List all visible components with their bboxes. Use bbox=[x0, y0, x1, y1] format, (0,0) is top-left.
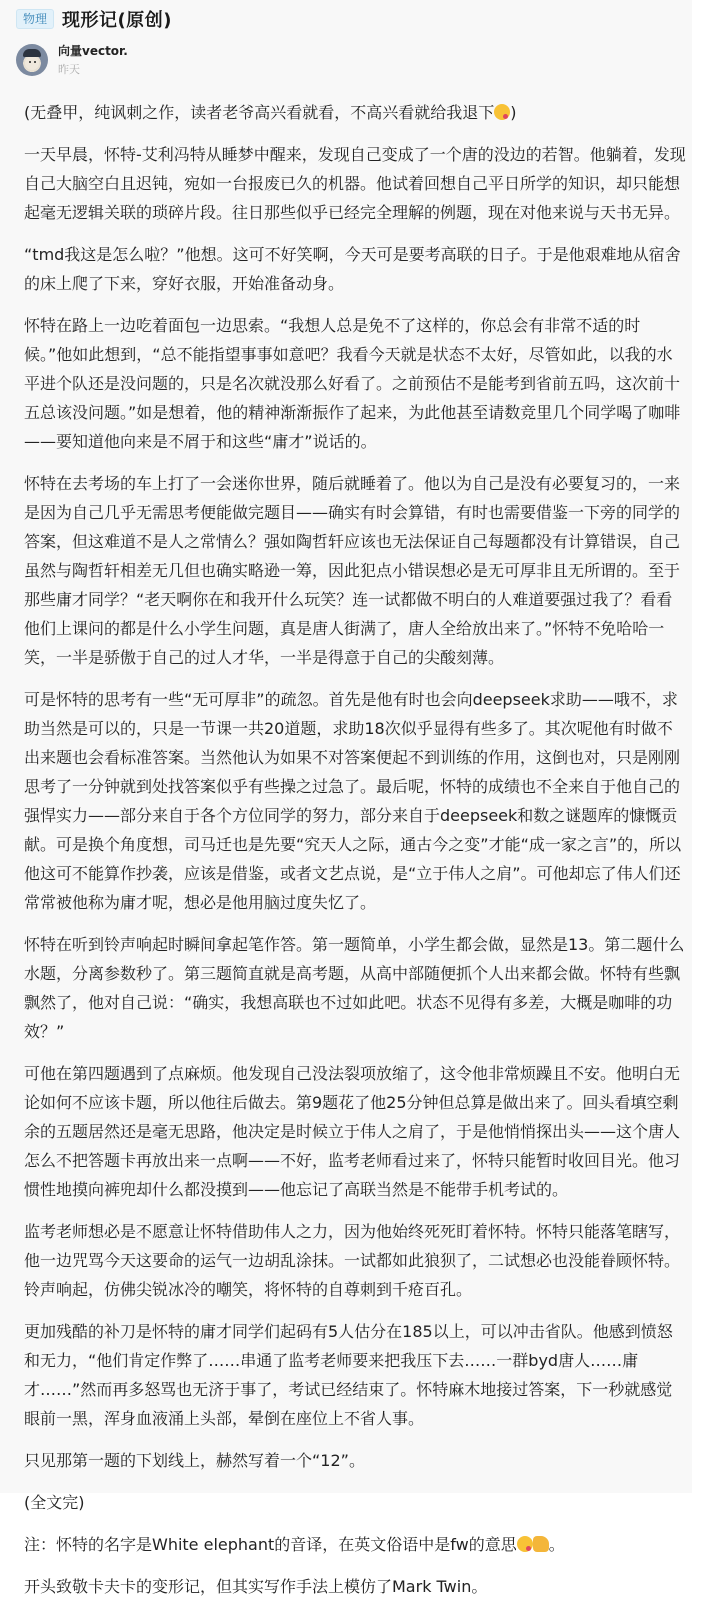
avatar-face bbox=[25, 56, 39, 70]
paragraph: “tmd我这是怎么啦？”他想。这可不好笑啊，今天可是要考高联的日子。于是他艰难地从宿舍的床上爬了下来，穿好衣服，开始准备动身。 bbox=[24, 245, 681, 293]
paragraph: 监考老师想必是不愿意让怀特借助伟人之力，因为他始终死死盯着怀特。怀特只能落笔瞎写，他一边咒骂今天这要命的运气一边胡乱涂抹。一试都如此狼狈了，二试想必也没能眷顾怀特。铃声响起，仿佛尖锐冰冷的嘲笑，将怀特的自尊刺到千疮百孔。 bbox=[24, 1222, 681, 1299]
category-tag[interactable]: 物理 bbox=[16, 9, 54, 29]
avatar[interactable] bbox=[16, 44, 48, 76]
post-time: 昨天 bbox=[58, 63, 80, 76]
paragraph: 怀特在去考场的车上打了一会迷你世界，随后就睡着了。他以为自己是没有必要复习的，一来是因为自己几乎无需思考便能做完题目——确实有时会算错，有时也需要借鉴一下旁的同学的答案，但这难道不是人之常情么？强如陶哲轩应该也无法保证自己每题都没有计算错误，自己虽然与陶哲轩相差无几但也确实略逊一筹，因此犯点小错误想必是无可厚非且无所谓的。至于那些庸才同学？“老天啊你在和我开什么玩笑？连一试都做不明白的人难道要强过我了？看看他们上课问的都是什么小学生问题，真是唐人街满了，唐人全给放出来了。”怀特不免哈哈一笑，一半是骄傲于自己的过人才华，一半是得意于自己的尖酸刻薄。 bbox=[24, 474, 681, 667]
paragraph: 怀特在路上一边吃着面包一边思索。“我想人总是免不了这样的，你总会有非常不适的时候。”他如此想到，“总不能指望事事如意吧？我看今天就是状态不太好，尽管如此，以我的水平进个队还是没问题的，只是名次就没那么好看了。之前预估不是能考到省前五吗，这次前十五总该没问题。”如是想着，他的精神渐渐振作了起来，为此他甚至请数竞里几个同学喝了咖啡——要知道他向来是不屑于和这些“庸才”说话的。 bbox=[24, 316, 681, 451]
yum-emoji-icon bbox=[517, 1536, 533, 1552]
paragraph: 更加残酷的补刀是怀特的庸才同学们起码有5人估分在185以上，可以冲击省队。他感到愤怒和无力，“他们肯定作弊了……串通了监考老师要来把我压下去……一群byd唐人……庸才……”然而再多怒骂也无济于事了，考试已经结束了。怀特麻木地接过答案，下一秒就感觉眼前一黑，浑身血液涌上头部，晕倒在座位上不省人事。 bbox=[24, 1322, 673, 1428]
avatar-eye bbox=[34, 61, 36, 63]
author-name[interactable]: 向量vector. bbox=[58, 44, 128, 58]
author-meta bbox=[58, 42, 128, 77]
thumbs-up-emoji-icon bbox=[533, 1536, 549, 1552]
paragraph: 只见那第一题的下划线上，赫然写着一个“12”。 bbox=[24, 1451, 365, 1470]
post-header bbox=[16, 6, 172, 32]
avatar-hat bbox=[23, 49, 41, 57]
note-paragraph: 注：怀特的名字是White elephant的音译，在英文俗语中是fw的意思 。 bbox=[24, 1535, 565, 1554]
yum-emoji-icon bbox=[494, 104, 510, 120]
post-body bbox=[24, 98, 688, 1614]
paragraph: 可是怀特的思考有一些“无可厚非”的疏忽。首先是他有时也会向deepseek求助——哦不，求助当然是可以的，只是一节课一共20道题，求助18次似乎显得有些多了。其次呢他有时做不出来题也会看标准答案。当然他认为如果不对答案便起不到训练的作用，这倒也对，只是刚刚思考了一分钟就到处找答案似乎有些操之过急了。最后呢，怀特的成绩也不全来自于他自己的强悍实力——部分来自于各个方位同学的努力，部分来自于deepseek和数之谜题库的慷慨贡献。可是换个角度想，司马迁也是先要“究天人之际，通古今之变”才能“成一家之言”的，所以他这可不能算作抄袭，应该是借鉴，或者文艺点说，是“立于伟人之肩”。可他却忘了伟人们还常常被他称为庸才呢，想必是他用脑过度失忆了。 bbox=[24, 690, 682, 912]
paragraph: 开头致敬卡夫卡的变形记，但其实写作手法上模仿了Mark Twin。 bbox=[24, 1577, 488, 1596]
paragraph: 怀特在听到铃声响起时瞬间拿起笔作答。第一题简单，小学生都会做，显然是13。第二题什么水题，分离参数秒了。第三题简直就是高考题，从高中部随便抓个人出来都会做。怀特有些飘飘然了，他对自己说：“确实，我想高联也不过如此吧。状态不见得有多差，大概是咖啡的功效？” bbox=[24, 935, 685, 1041]
post-title: 现形记(原创) bbox=[62, 10, 172, 31]
paragraph: 可他在第四题遇到了点麻烦。他发现自己没法裂项放缩了，这令他非常烦躁且不安。他明白无论如何不应该卡题，所以他往后做去。第9题花了他25分钟但总算是做出来了。回头看填空剩余的五题居然还是毫无思路，他决定是时候立于伟人之肩了，于是他悄悄探出头——这个唐人怎么不把答题卡再放出来一点啊——不好，监考老师看过来了，怀特只能暂时收回目光。他习惯性地摸向裤兜却什么都没摸到——他忘记了高联当然是不能带手机考试的。 bbox=[24, 1064, 681, 1199]
author-block[interactable] bbox=[16, 42, 128, 77]
paragraph: (全文完) bbox=[24, 1493, 85, 1512]
paragraph: 一天早晨，怀特-艾利冯特从睡梦中醒来，发现自己变成了一个唐的没边的若智。他躺着，发现自己大脑空白且迟钝，宛如一台报废已久的机器。他试着回想自己平日所学的知识，却只能想起毫无逻辑关联的琐碎片段。往日那些似乎已经完全理解的例题，现在对他来说与天书无异。 bbox=[24, 145, 686, 222]
avatar-eye bbox=[29, 61, 31, 63]
intro-paragraph: (无叠甲，纯讽刺之作，读者老爷高兴看就看，不高兴看就给我退下 ) bbox=[24, 103, 517, 122]
